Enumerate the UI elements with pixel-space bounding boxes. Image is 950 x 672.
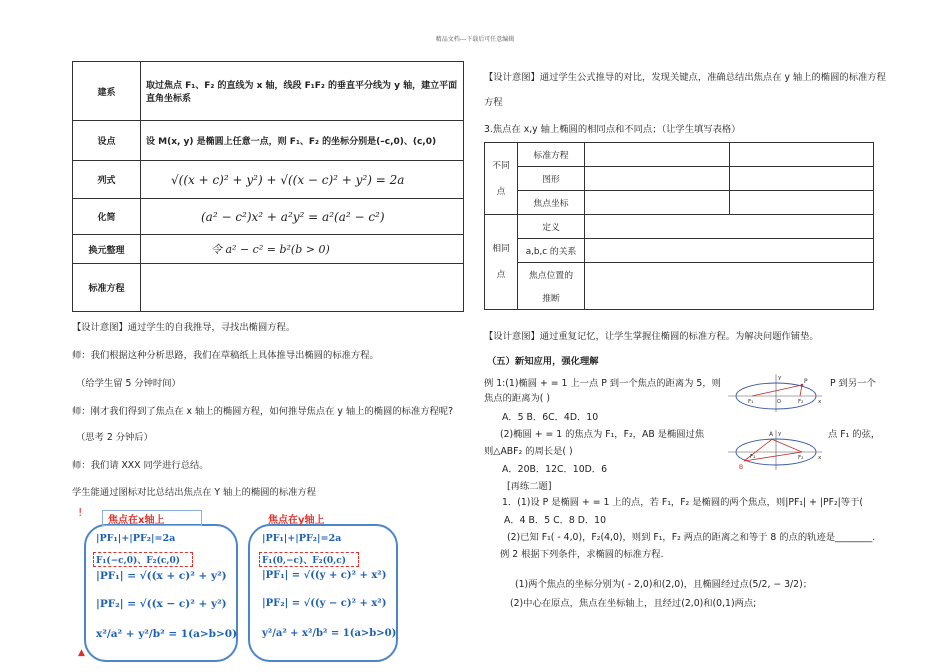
red-mark: ! — [78, 506, 83, 519]
x-axis-box — [84, 524, 238, 662]
drill-title: [再练二题] — [507, 481, 552, 492]
y-line-3: |PF₁| = √((y + c)² + x²) — [262, 570, 387, 581]
label-f2: F₂ — [798, 399, 804, 405]
student-line: 学生能通过图标对比总结出焦点在 Y 轴上的椭圆的标准方程 — [72, 487, 317, 498]
label-a: A — [769, 431, 774, 438]
diff-label: 不同 点 — [485, 143, 518, 215]
table-row-label: a,b,c 的关系 — [518, 239, 585, 263]
section-title: （五）新知应用，强化理解 — [487, 356, 599, 367]
example-1-2: (2)椭圆 + = 1 的焦点为 F₁，F₂，AB 是椭圆过焦 — [500, 429, 705, 440]
derivation-table — [72, 61, 464, 312]
label-f1: F₁ — [750, 454, 756, 460]
design-intent-3: 【设计意图】通过重复记忆，让学生掌握住椭圆的标准方程。为解决问题作铺垫。 — [484, 331, 819, 342]
table-cell — [729, 143, 874, 167]
y-line-2: F₁(0,−c)、F₂(0,c) — [262, 556, 346, 566]
ellipse-figure-1 — [726, 372, 826, 414]
label-f1: F₁ — [748, 399, 754, 405]
comparison-table — [484, 142, 874, 310]
row-key: 换元整理 — [73, 235, 141, 264]
table-row-label: 标准方程 — [518, 143, 585, 167]
table-row-label: 定义 — [518, 215, 585, 239]
table-cell — [585, 215, 874, 239]
row-key: 建系 — [73, 62, 141, 121]
example-1-1-tail: P 到另一个 — [830, 378, 876, 389]
label-o: O — [777, 399, 781, 405]
table-row-label: 焦点位置的 — [518, 263, 585, 287]
table-cell — [585, 167, 730, 191]
example-1-2-options: A．20B．12C．10D．6 — [502, 464, 607, 475]
drill-1: 1．(1)设 P 是椭圆 + = 1 上的点，若 F₁，F₂ 是椭圆的两个焦点，则|PF₁| + |PF₂|等于( — [502, 497, 864, 508]
red-mark: ▲ — [78, 648, 85, 658]
x-axis-title: 焦点在x轴上 — [108, 515, 165, 526]
example-2: 例 2 根据下列条件，求椭圆的标准方程. — [500, 549, 664, 560]
row-key: 设点 — [73, 121, 141, 161]
table-row-label: 图形 — [518, 167, 585, 191]
teacher-line: 师：刚才我们得到了焦点在 x 轴上的椭圆方程，如何推导焦点在 y 轴上的椭圆的标准方程呢? — [72, 406, 454, 417]
formula-simplified: (a² − c²)x² + a²y² = a²(a² − c²) — [201, 209, 385, 224]
x-line-1: |PF₁|+|PF₂|=2a — [96, 533, 176, 544]
label-x: x — [818, 399, 822, 405]
x-line-3: |PF₁| = √((x + c)² + y²) — [96, 570, 227, 582]
design-intent-2-tail: 方程 — [484, 97, 503, 108]
label-f2: F₂ — [798, 455, 804, 461]
focal-radius-1 — [752, 385, 802, 396]
table-cell — [585, 263, 874, 310]
y-line-4: |PF₂| = √((y − c)² + x²) — [262, 598, 387, 609]
x-line-2: F₁(−c,0)、F₂(c,0) — [96, 556, 180, 566]
example-1-2-tail: 点 F₁ 的弦， — [828, 429, 881, 440]
drill-1-options: A．4 B．5 C．8 D．10 — [504, 515, 607, 526]
page-header: 精品文档---下载后可任意编辑 — [435, 36, 515, 43]
row-value: 设 M(x, y) 是椭圆上任意一点，则 F₁、F₂ 的坐标分别是(–c,0)、(c,0) — [141, 121, 464, 161]
label-b: B — [739, 464, 744, 471]
example-1-2-line2: 则△ABF₂ 的周长是( ) — [484, 446, 573, 457]
ellipse-figure-2 — [726, 428, 826, 472]
drill-2: (2)已知 F₁( - 4,0)，F₂(4,0)，则到 F₁，F₂ 两点的距离之和等于 8 的点的轨迹是________. — [507, 532, 876, 543]
formula-sum-distance: √((x + c)² + y²) + √((x − c)² + y²) = 2a — [171, 172, 405, 187]
y-axis-title: 焦点在y轴上 — [268, 515, 325, 526]
row-key: 标准方程 — [73, 264, 141, 312]
design-intent-2: 【设计意图】通过学生公式推导的对比，发现关键点，准确总结出焦点在 y 轴上的椭圆的标准方程 — [484, 72, 886, 83]
row-value — [141, 264, 464, 312]
x-line-4: |PF₂| = √((x − c)² + y²) — [96, 598, 227, 610]
design-intent-1: 【设计意图】通过学生的自我推导，寻找出椭圆方程。 — [72, 322, 296, 333]
y-line-5: y²/a² + x²/b² = 1(a>b>0) — [262, 628, 397, 639]
note-line: （思考 2 分钟后） — [76, 432, 153, 443]
label-y: y — [778, 375, 782, 381]
table-row-label: 焦点坐标 — [518, 191, 585, 215]
table-cell — [585, 143, 730, 167]
note-line: （给学生留 5 分钟时间） — [76, 378, 181, 389]
x-line-5: x²/a² + y²/b² = 1(a>b>0) — [96, 628, 238, 640]
teacher-line: 师：我们请 XXX 同学进行总结。 — [72, 460, 209, 471]
example-2-1: (1)两个焦点的坐标分别为( - 2,0)和(2,0)，且椭圆经过点(5/2, − 3/2)； — [515, 579, 812, 590]
y-line-1: |PF₁|+|PF₂|=2a — [262, 533, 342, 544]
same-label: 相同 点 — [485, 215, 518, 310]
formula-substitution: 令 a² − c² = b²(b > 0) — [211, 243, 330, 256]
item-3: 3.焦点在 x,y 轴上椭圆的相同点和不同点；（让学生填写表格） — [484, 124, 741, 135]
table-cell — [585, 191, 730, 215]
row-key: 列式 — [73, 161, 141, 199]
example-2-2: (2)中心在原点，焦点在坐标轴上，且经过(2,0)和(0,1)两点; — [510, 598, 757, 609]
label-p: P — [804, 378, 808, 385]
table-cell — [729, 191, 874, 215]
label-y: y — [778, 431, 782, 437]
point-p — [801, 384, 804, 387]
example-1-1-line2: 焦点的距离为( ) — [484, 393, 550, 404]
y-axis-box — [248, 524, 398, 662]
focal-radius-2 — [800, 385, 802, 396]
table-cell — [585, 239, 874, 263]
table-row-label: 推断 — [518, 286, 585, 310]
example-1-1: 例 1:(1)椭圆 + = 1 上一点 P 到一个焦点的距离为 5，则 — [484, 378, 721, 389]
table-cell — [729, 167, 874, 191]
label-x: x — [818, 455, 822, 461]
teacher-line: 师：我们根据这种分析思路，我们在草稿纸上具体推导出椭圆的标准方程。 — [72, 350, 379, 361]
row-value: 取过焦点 F₁、F₂ 的直线为 x 轴，线段 F₁F₂ 的垂直平分线为 y 轴，建立平面直角坐标系 — [141, 62, 464, 121]
row-key: 化简 — [73, 199, 141, 235]
example-1-1-options: A．5 B．6C．4D．10 — [502, 412, 599, 423]
